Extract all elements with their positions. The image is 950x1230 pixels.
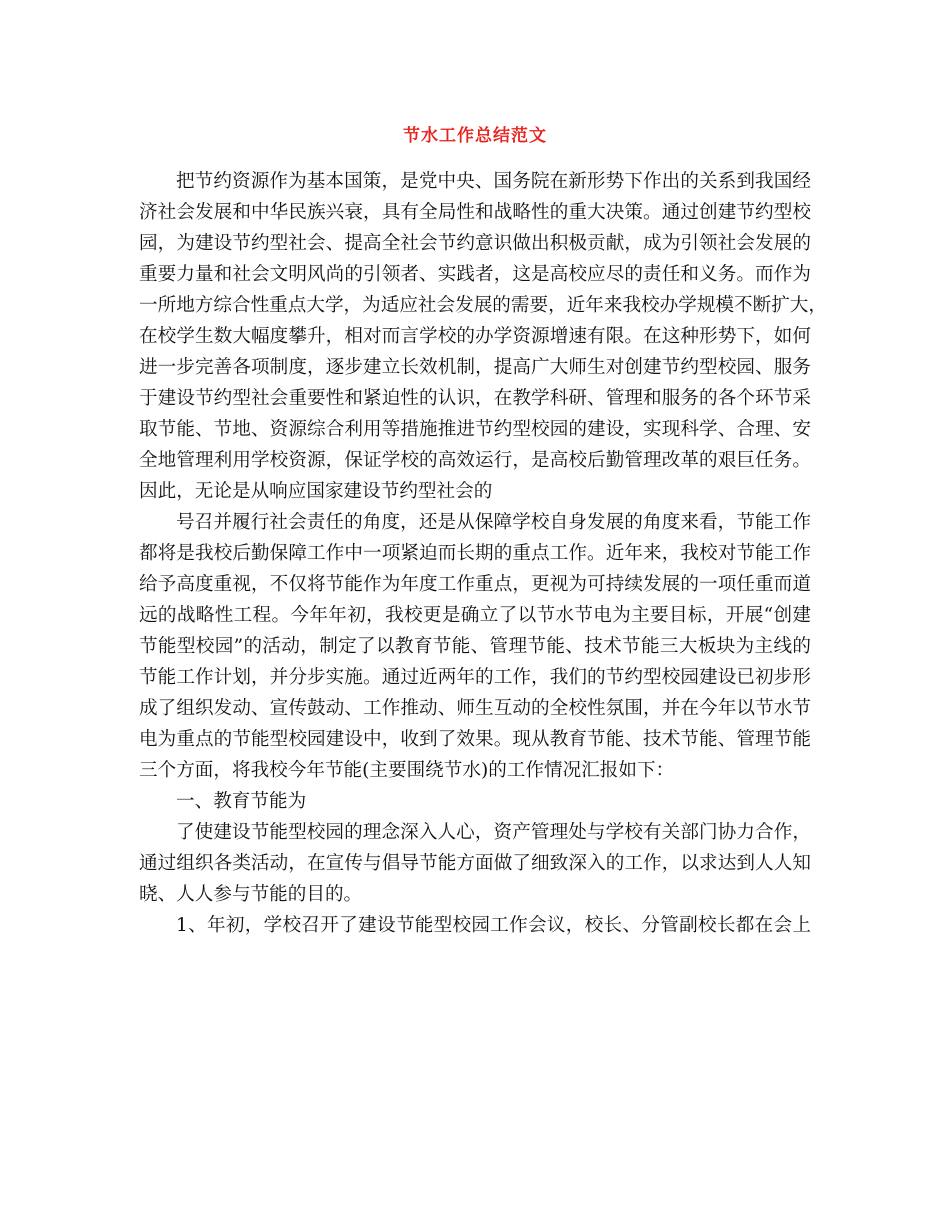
paragraph-line: 在校学生数大幅度攀升，相对而言学校的办学资源增速有限。在这种形势下，如何 xyxy=(139,326,811,347)
paragraph-line: 把节约资源作为基本国策，是党中央、国务院在新形势下作出的关系到我国经 xyxy=(176,171,811,192)
paragraph-line: 晓、人人参与节能的目的。 xyxy=(139,884,363,905)
paragraph-line: 济社会发展和中华民族兴衰，具有全局性和战略性的重大决策。通过创建节约型校 xyxy=(139,202,811,223)
paragraph-line: 全地管理利用学校资源，保证学校的高效运行，是高校后勤管理改革的艰巨任务。 xyxy=(139,450,811,471)
document-title: 节水工作总结范文 xyxy=(403,126,547,146)
paragraph-line: 1、年初，学校召开了建设节能型校园工作会议，校长、分管副校长都在会上 xyxy=(176,915,811,936)
paragraph-line: 远的战略性工程。今年年初，我校更是确立了以节水节电为主要目标，开展“创建 xyxy=(139,605,811,626)
paragraph-line: 取节能、节地、资源综合利用等措施推进节约型校园的建设，实现科学、合理、安 xyxy=(139,419,811,440)
paragraph-line: 于建设节约型社会重要性和紧迫性的认识，在教学科研、管理和服务的各个环节采 xyxy=(139,388,811,409)
paragraph-line: 园，为建设节约型社会、提高全社会节约意识做出积极贡献，成为引领社会发展的 xyxy=(139,233,811,254)
paragraph-line: 通过组织各类活动，在宣传与倡导节能方面做了细致深入的工作，以求达到人人知 xyxy=(139,853,811,874)
paragraph-line: 一所地方综合性重点大学，为适应社会发展的需要，近年来我校办学规模不断扩大， xyxy=(139,295,827,316)
paragraph-line: 了使建设节能型校园的理念深入人心，资产管理处与学校有关部门协力合作， xyxy=(176,822,811,843)
paragraph-line: 给予高度重视，不仅将节能作为年度工作重点，更视为可持续发展的一项任重而道 xyxy=(139,574,811,595)
paragraph-line: 重要力量和社会文明风尚的引领者、实践者，这是高校应尽的责任和义务。而作为 xyxy=(139,264,811,285)
paragraph-line: 进一步完善各项制度，逐步建立长效机制，提高广大师生对创建节约型校园、服务 xyxy=(139,357,811,378)
paragraph-line: 都将是我校后勤保障工作中一项紧迫而长期的重点工作。近年来，我校对节能工作 xyxy=(139,543,811,564)
paragraph-line: 成了组织发动、宣传鼓动、工作推动、师生互动的全校性氛围，并在今年以节水节 xyxy=(139,698,811,719)
paragraph-line: 电为重点的节能型校园建设中，收到了效果。现从教育节能、技术节能、管理节能 xyxy=(139,729,811,750)
section-heading: 一、教育节能为 xyxy=(176,791,307,812)
paragraph-line: 因此，无论是从响应国家建设节约型社会的 xyxy=(139,481,493,502)
paragraph-line: 节能型校园”的活动，制定了以教育节能、管理节能、技术节能三大板块为主线的 xyxy=(139,636,811,657)
paragraph-line: 节能工作计划，并分步实施。通过近两年的工作，我们的节约型校园建设已初步形 xyxy=(139,667,811,688)
paragraph-line: 三个方面，将我校今年节能(主要围绕节水)的工作情况汇报如下： xyxy=(139,760,675,781)
paragraph-line: 号召并履行社会责任的角度，还是从保障学校自身发展的角度来看，节能工作 xyxy=(176,512,811,533)
